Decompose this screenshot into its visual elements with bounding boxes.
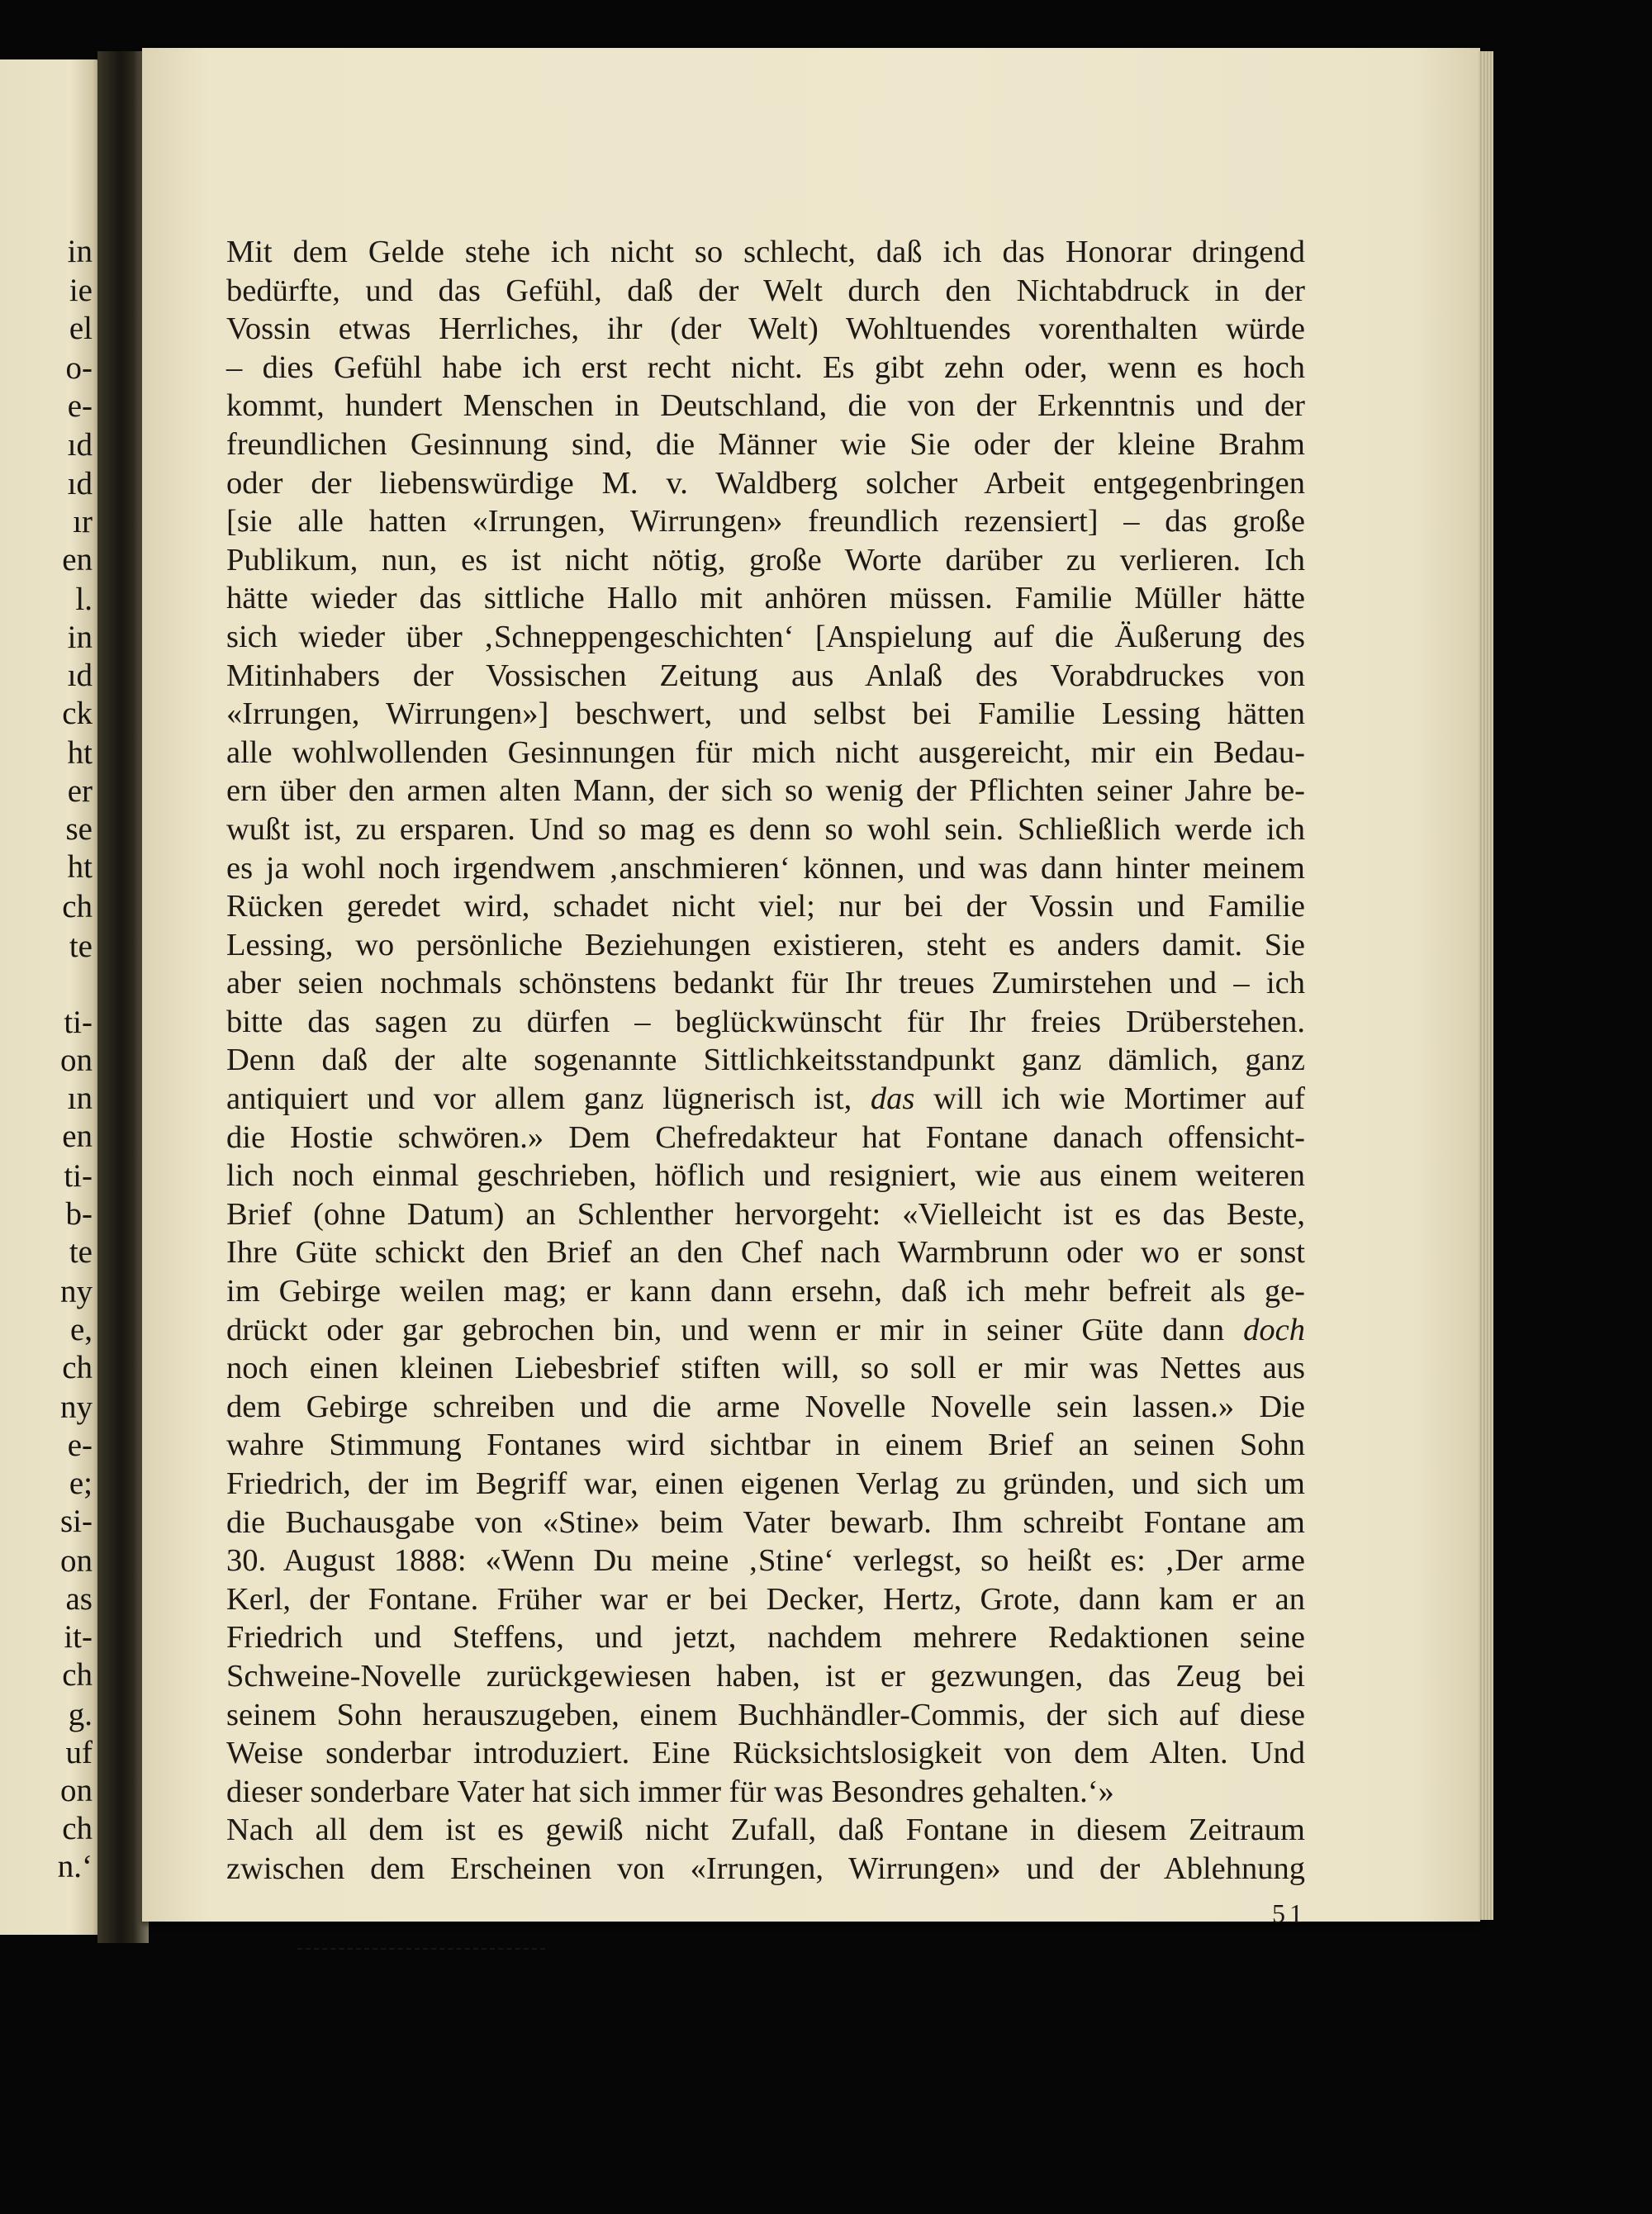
text-run: Brief (ohne Datum) an Schlenther hervorgeht: «Vielleicht ist es das Beste, <box>226 1196 1305 1232</box>
text-line <box>226 1311 1305 1350</box>
text-line <box>226 1426 1305 1465</box>
left-page-fragment: uf <box>65 1735 93 1770</box>
text-run: seinem Sohn herauszugeben, einem Buchhändler-Commis, der sich auf diese <box>226 1697 1305 1732</box>
left-page-fragment: ht <box>67 849 93 885</box>
text-line <box>226 1157 1305 1195</box>
text-line <box>226 964 1305 1003</box>
text-run: alle wohlwollenden Gesinnungen für mich nicht ausgereicht, mir ein Bedau- <box>226 734 1305 770</box>
page-edges <box>1479 51 1493 1920</box>
text-line <box>226 734 1305 772</box>
text-run: kommt, hundert Menschen in Deutschland, die von der Erkenntnis und der <box>226 388 1305 424</box>
text-run: wahre Stimmung Fontanes wird sichtbar in einem Brief an seinen Sohn <box>226 1428 1305 1463</box>
left-page-fragment: in <box>67 234 93 269</box>
left-page-fragment: in <box>67 620 93 655</box>
left-page-fragment: ch <box>62 1350 93 1385</box>
left-page-fragment: b- <box>65 1196 93 1232</box>
left-page-fragment: ny <box>60 1390 93 1425</box>
left-page-fragment: ti- <box>64 1158 93 1194</box>
left-page-fragment: el <box>69 311 93 346</box>
text-line <box>226 1195 1305 1234</box>
text-line <box>226 1542 1305 1580</box>
text-line <box>226 657 1305 696</box>
text-line <box>226 695 1305 734</box>
left-page-fragment: on <box>60 1043 93 1078</box>
left-page-fragment: se <box>65 811 93 847</box>
text-line <box>226 464 1305 503</box>
text-run: im Gebirge weilen mag; er kann dann ersehn, daß ich mehr befreit als ge- <box>226 1274 1305 1309</box>
text-line <box>226 1119 1305 1157</box>
text-run: die Hostie schwören.» Dem Chefredakteur hat Fontane danach offensicht- <box>226 1119 1305 1155</box>
text-line <box>226 1657 1305 1696</box>
left-page-fragment: te <box>69 1234 93 1270</box>
text-line <box>226 810 1305 849</box>
text-run: antiquiert und vor allem ganz lügnerisch ist, <box>226 1081 871 1117</box>
left-page-text-fragments <box>0 0 97 2214</box>
text-run: 30. August 1888: «Wenn Du meine ‚Stine‘ verlegst, so heißt es: ‚Der arme <box>226 1543 1305 1579</box>
text-line <box>226 849 1305 888</box>
text-line <box>226 1811 1305 1850</box>
left-page-fragment: en <box>62 542 93 577</box>
text-run: – dies Gefühl habe ich erst recht nicht. Es gibt zehn oder, wenn es hoch <box>226 349 1305 385</box>
page-number: 51 <box>1272 1898 1307 1928</box>
left-page-fragment: l. <box>75 582 93 617</box>
left-page-fragment: ie <box>69 273 93 308</box>
text-run: dem Gebirge schreiben und die arme Novelle Novelle sein lassen.» Die <box>226 1389 1305 1424</box>
text-line <box>226 1003 1305 1042</box>
text-line <box>226 1080 1305 1119</box>
text-line <box>226 1272 1305 1311</box>
text-line <box>226 349 1305 387</box>
left-page-fragment: g. <box>68 1697 93 1732</box>
text-line <box>226 1233 1305 1272</box>
text-run: «Irrungen, Wirrungen»] beschwert, und selbst bei Familie Lessing hätten <box>226 696 1305 732</box>
text-run: Ihre Güte schickt den Brief an den Chef nach Warmbrunn oder wo er sonst <box>226 1235 1305 1271</box>
text-run: Friedrich und Steffens, und jetzt, nachdem mehrere Redaktionen seine <box>226 1620 1305 1656</box>
text-run: Kerl, der Fontane. Früher war er bei Decker, Hertz, Grote, dann kam er an <box>226 1581 1305 1617</box>
left-page-fragment: ny <box>60 1274 93 1309</box>
left-page-fragment: si- <box>60 1504 93 1539</box>
text-run: es ja wohl noch irgendwem ‚anschmieren‘ können, und was dann hinter meinem <box>226 850 1305 886</box>
text-line <box>226 425 1305 464</box>
text-run: sich wieder über ‚Schneppengeschichten‘ [Anspielung auf die Äußerung des <box>226 619 1305 654</box>
text-line <box>226 926 1305 965</box>
text-run: Weise sonderbar introduziert. Eine Rücksichtslosigkeit von dem Alten. Und <box>226 1736 1305 1771</box>
text-run: oder der liebenswürdige M. v. Waldberg solcher Arbeit entgegenbringen <box>226 465 1305 501</box>
text-line <box>226 1388 1305 1427</box>
text-run: Mit dem Gelde stehe ich nicht so schlecht, daß ich das Honorar dringend <box>226 235 1305 269</box>
text-line <box>226 1696 1305 1735</box>
text-line <box>226 887 1305 926</box>
text-line <box>226 233 1305 272</box>
text-line <box>226 1465 1305 1504</box>
text-run: will ich wie Mortimer auf <box>914 1081 1305 1117</box>
text-run: Nach all dem ist es gewiß nicht Zufall, daß Fontane in diesem Zeitraum <box>226 1813 1305 1848</box>
text-run: drückt oder gar gebrochen bin, und wenn er mir in seiner Güte dann <box>226 1312 1244 1347</box>
left-page-fragment: ch <box>62 1657 93 1693</box>
text-line <box>226 772 1305 810</box>
text-run: [sie alle hatten «Irrungen, Wirrungen» freundlich rezensiert] – das große <box>226 504 1305 539</box>
left-page-fragment: as <box>65 1581 93 1617</box>
text-run: Schweine-Novelle zurückgewiesen haben, ist er gezwungen, das Zeug bei <box>226 1658 1305 1694</box>
text-run: zwischen dem Erscheinen von «Irrungen, Wirrungen» und der Ablehnung <box>226 1851 1305 1886</box>
text-run: noch einen kleinen Liebesbrief stiften will, so soll er mir was Nettes aus <box>226 1351 1305 1386</box>
text-run: wußt ist, zu ersparen. Und so mag es denn so wohl sein. Schließlich werde ich <box>226 811 1305 847</box>
text-run: dieser sonderbare Vater hat sich immer für was Besondres gehalten.‘» <box>226 1774 1114 1809</box>
left-page-fragment: e; <box>69 1466 93 1501</box>
left-page-fragment: en <box>62 1119 93 1154</box>
text-line <box>226 1041 1305 1080</box>
left-page-fragment: e- <box>67 1428 93 1463</box>
text-line <box>226 1618 1305 1657</box>
text-line <box>226 272 1305 311</box>
text-run: freundlichen Gesinnung sind, die Männer wie Sie oder der kleine Brahm <box>226 426 1305 462</box>
text-line <box>226 1349 1305 1388</box>
text-run: bedürfte, und das Gefühl, daß der Welt durch den Nichtabdruck in der <box>226 273 1305 308</box>
text-line <box>226 387 1305 425</box>
left-page-fragment: ti- <box>64 1005 93 1040</box>
left-page-fragment: it- <box>64 1619 93 1655</box>
body-text <box>226 233 1305 1889</box>
left-page-fragment: e, <box>69 1312 93 1347</box>
text-line <box>226 1504 1305 1542</box>
left-page-fragment: ch <box>62 889 93 924</box>
left-page-fragment: ıd <box>67 466 93 501</box>
italic-text-run: das <box>870 1081 915 1117</box>
left-page-fragment: te <box>69 929 93 964</box>
text-line <box>226 579 1305 618</box>
left-page-fragment: n.‘ <box>57 1849 93 1884</box>
left-page-fragment: ch <box>62 1811 93 1846</box>
text-line <box>226 502 1305 541</box>
left-page-fragment: ck <box>62 696 93 731</box>
text-line <box>226 1734 1305 1773</box>
left-page-fragment: on <box>60 1773 93 1808</box>
text-run: Denn daß der alte sogenannte Sittlichkeitsstandpunkt ganz dämlich, ganz <box>226 1043 1305 1078</box>
text-run: aber seien nochmals schönstens bedankt für Ihr treues Zumirstehen und – ich <box>226 966 1305 1001</box>
text-run: Rücken geredet wird, schadet nicht viel; nur bei der Vossin und Familie <box>226 889 1305 924</box>
text-line <box>226 541 1305 580</box>
left-page-fragment: er <box>67 773 93 809</box>
left-page-fragment: ın <box>67 1081 93 1116</box>
text-line <box>226 1850 1305 1889</box>
text-run: Publikum, nun, es ist nicht nötig, große Worte darüber zu verlieren. Ich <box>226 542 1305 577</box>
text-run: die Buchausgabe von «Stine» beim Vater bewarb. Ihm schreibt Fontane am <box>226 1504 1305 1540</box>
text-line <box>226 618 1305 657</box>
left-page-fragment: on <box>60 1543 93 1579</box>
left-page-fragment: ıd <box>67 658 93 693</box>
text-line <box>226 1580 1305 1619</box>
left-page-fragment: ıd <box>67 427 93 463</box>
book-gutter <box>97 51 149 1943</box>
text-line <box>226 310 1305 349</box>
left-page-fragment: ır <box>73 504 93 539</box>
footer-smudge <box>297 1948 545 1950</box>
text-run: ern über den armen alten Mann, der sich so wenig der Pflichten seiner Jahre be- <box>226 773 1305 809</box>
text-run: Friedrich, der im Begriff war, einen eigenen Verlag zu gründen, und sich um <box>226 1466 1305 1501</box>
text-run: Mitinhabers der Vossischen Zeitung aus Anlaß des Vorabdruckes von <box>226 658 1305 693</box>
left-page-fragment: ht <box>67 735 93 771</box>
text-run: Vossin etwas Herrliches, ihr (der Welt) Wohltuendes vorenthalten würde <box>226 311 1305 347</box>
left-page-fragment: e- <box>67 388 93 424</box>
text-run: lich noch einmal geschrieben, höflich und resigniert, wie aus einem weiteren <box>226 1158 1305 1194</box>
text-run: hätte wieder das sittliche Hallo mit anhören müssen. Familie Müller hätte <box>226 581 1305 616</box>
text-line <box>226 1773 1305 1812</box>
text-run: Lessing, wo persönliche Beziehungen existieren, steht es anders damit. Sie <box>226 927 1305 962</box>
left-page-fragment: o- <box>65 350 93 386</box>
italic-text-run: doch <box>1243 1312 1305 1347</box>
text-run: bitte das sagen zu dürfen – beglückwünscht für Ihr freies Drüberstehen. <box>226 1004 1305 1039</box>
